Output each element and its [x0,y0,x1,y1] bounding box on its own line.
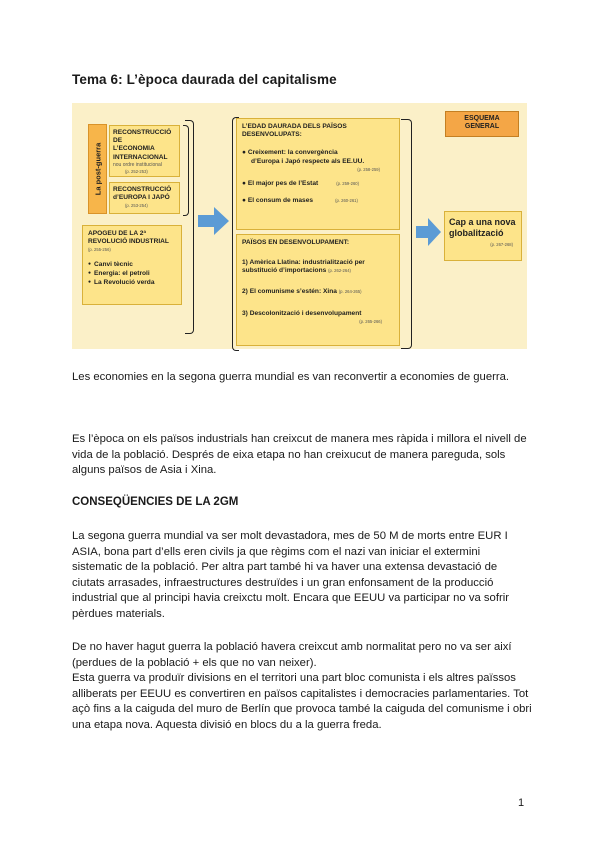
list-item: ● Energia: el petroli [88,269,176,278]
list-item: ● La Revolució verda [88,278,176,287]
box-line: RECONSTRUCCIÓ [113,186,172,193]
reconstruccio-economia-box [109,125,180,177]
section-heading: CONSEQÜENCIES DE LA 2GM [72,496,239,508]
globalitzacio-box [444,211,522,261]
paisos-desenvolupament-box [236,234,400,346]
box-line: L’ECONOMIA [113,145,155,153]
box-item: ● El major pes de l’Estat (p. 259-260) [242,180,359,188]
box-item-text: substitució d’importacions [242,267,327,275]
box-line: GENERAL [464,123,500,131]
page-ref: (p. 258-259) [357,166,380,172]
box-line: REVOLUCIÓ INDUSTRIAL [88,238,169,246]
box-item [242,288,394,296]
box-line: PAÏSOS EN DESENVOLUPAMENT: [242,239,350,246]
box-line: DESENVOLUPATS: [242,131,302,139]
page-ref: (p. 265-266) [359,319,382,325]
paragraph: Es l’època on els països industrials han creixcut de manera mes ràpida i millora el nivell de vida de la població. Després de eixa etapa no han creixucut de manera pareguda, sols alguns països de Asia i Xina. [72,433,527,477]
esquema-general-box [445,111,519,137]
box-item: ● Creixement: la convergència [242,149,338,157]
box-item: ● El consum de mases (p. 260-261) [242,197,358,205]
box-item-text: d’Europa i Japó respecte als EE.UU. [251,157,365,165]
post-guerra-text: La post-guerra [93,142,102,196]
box-line-text: INTERNACIONAL [113,153,168,161]
arrow-right-icon [416,217,442,247]
page-number: 1 [518,797,525,809]
box-item-text: 2) El comunisme s’estén: Xina [242,287,337,295]
apogeu-box [82,225,182,305]
paragraph: La segona guerra mundial va ser molt devastadora, mes de 50 M de morts entre EUR I ASIA, bona part d’ells eren civils ja que règims com el nazi van iniciar el extermini sistematic de la població. Per altra part també hi va haver una extensa devastació de ciutats arrasades, infraestructures destruïdes i un gran enfonsament de la producció industrial que al principi havia creixctu molt. Encara que EEUU va participar no va sofrir pèrdues materials. [72,530,510,620]
box-item-text: El consum de mases [247,197,314,205]
scheme-diagram [72,103,527,349]
box-line: globalització [449,228,504,238]
box-item-text: 1) Amèrica Llatina: industrialització per [242,259,365,267]
page-ref: (p. 260-261) [335,198,358,204]
box-line: Cap a una nova [449,217,516,227]
paragraph: De no haver hagut guerra la població havera creixcut amb normalitat pero no va ser així (perdues de la població + els que no van neixer). [72,641,512,669]
list-item: ● Canvi tècnic [88,260,176,269]
box-line: ESQUEMA [464,115,500,122]
box-item-text: El major pes de l’Estat [247,180,319,188]
arrow-right-icon [198,206,230,236]
box-line [113,154,176,162]
box-item-text: Creixement: la convergència [247,149,338,157]
page-ref: (p. 259-260) [336,181,359,187]
post-guerra-label [88,124,107,214]
page-ref: (p. 262-264) [328,268,351,274]
reconstruccio-europa-box [109,182,180,214]
page-ref: (p. 252-253) [125,168,148,174]
page-title: Tema 6: L’època daurada del capitalisme [72,72,337,87]
box-line: d’EUROPA I JAPÓ [113,194,170,202]
page-ref: (p. 267-268) [490,242,513,247]
apogeu-list [88,260,176,288]
box-item [242,267,394,275]
box-subline: nou ordre institucional [113,161,162,168]
page-ref: (p. 264-265) [338,288,362,294]
paragraph: Les economies en la segona guerra mundial es van reconvertir a economies de guerra. [72,371,510,383]
brace-right-final [401,119,412,349]
edat-daurada-box [236,118,400,230]
box-line: L’EDAD DAURADA DELS PAÏSOS [242,123,347,130]
brace-right-large [185,120,194,334]
box-line: RECONSTRUCCIÓ DE [113,129,172,145]
box-item-text: 3) Descolonització i desenvolupament [242,309,362,317]
paragraph: Esta guerra va produïr divisions en el territori una part bloc comunista i els altres païssos alliberats per EEUU es convertiren en països capitalistes i democracies parlamentaries. Tot açò fins a la caiguda del muro de Berlín que provoca també la caiguda del comunisme i obri una etapa nova. Aquesta divisió en blocs du a la guerra freda. [72,672,532,731]
box-line: APOGEU DE LA 2ª [88,230,146,237]
page-ref: (p. 255-256) [88,247,111,253]
page-ref: (p. 253-254) [125,203,148,209]
